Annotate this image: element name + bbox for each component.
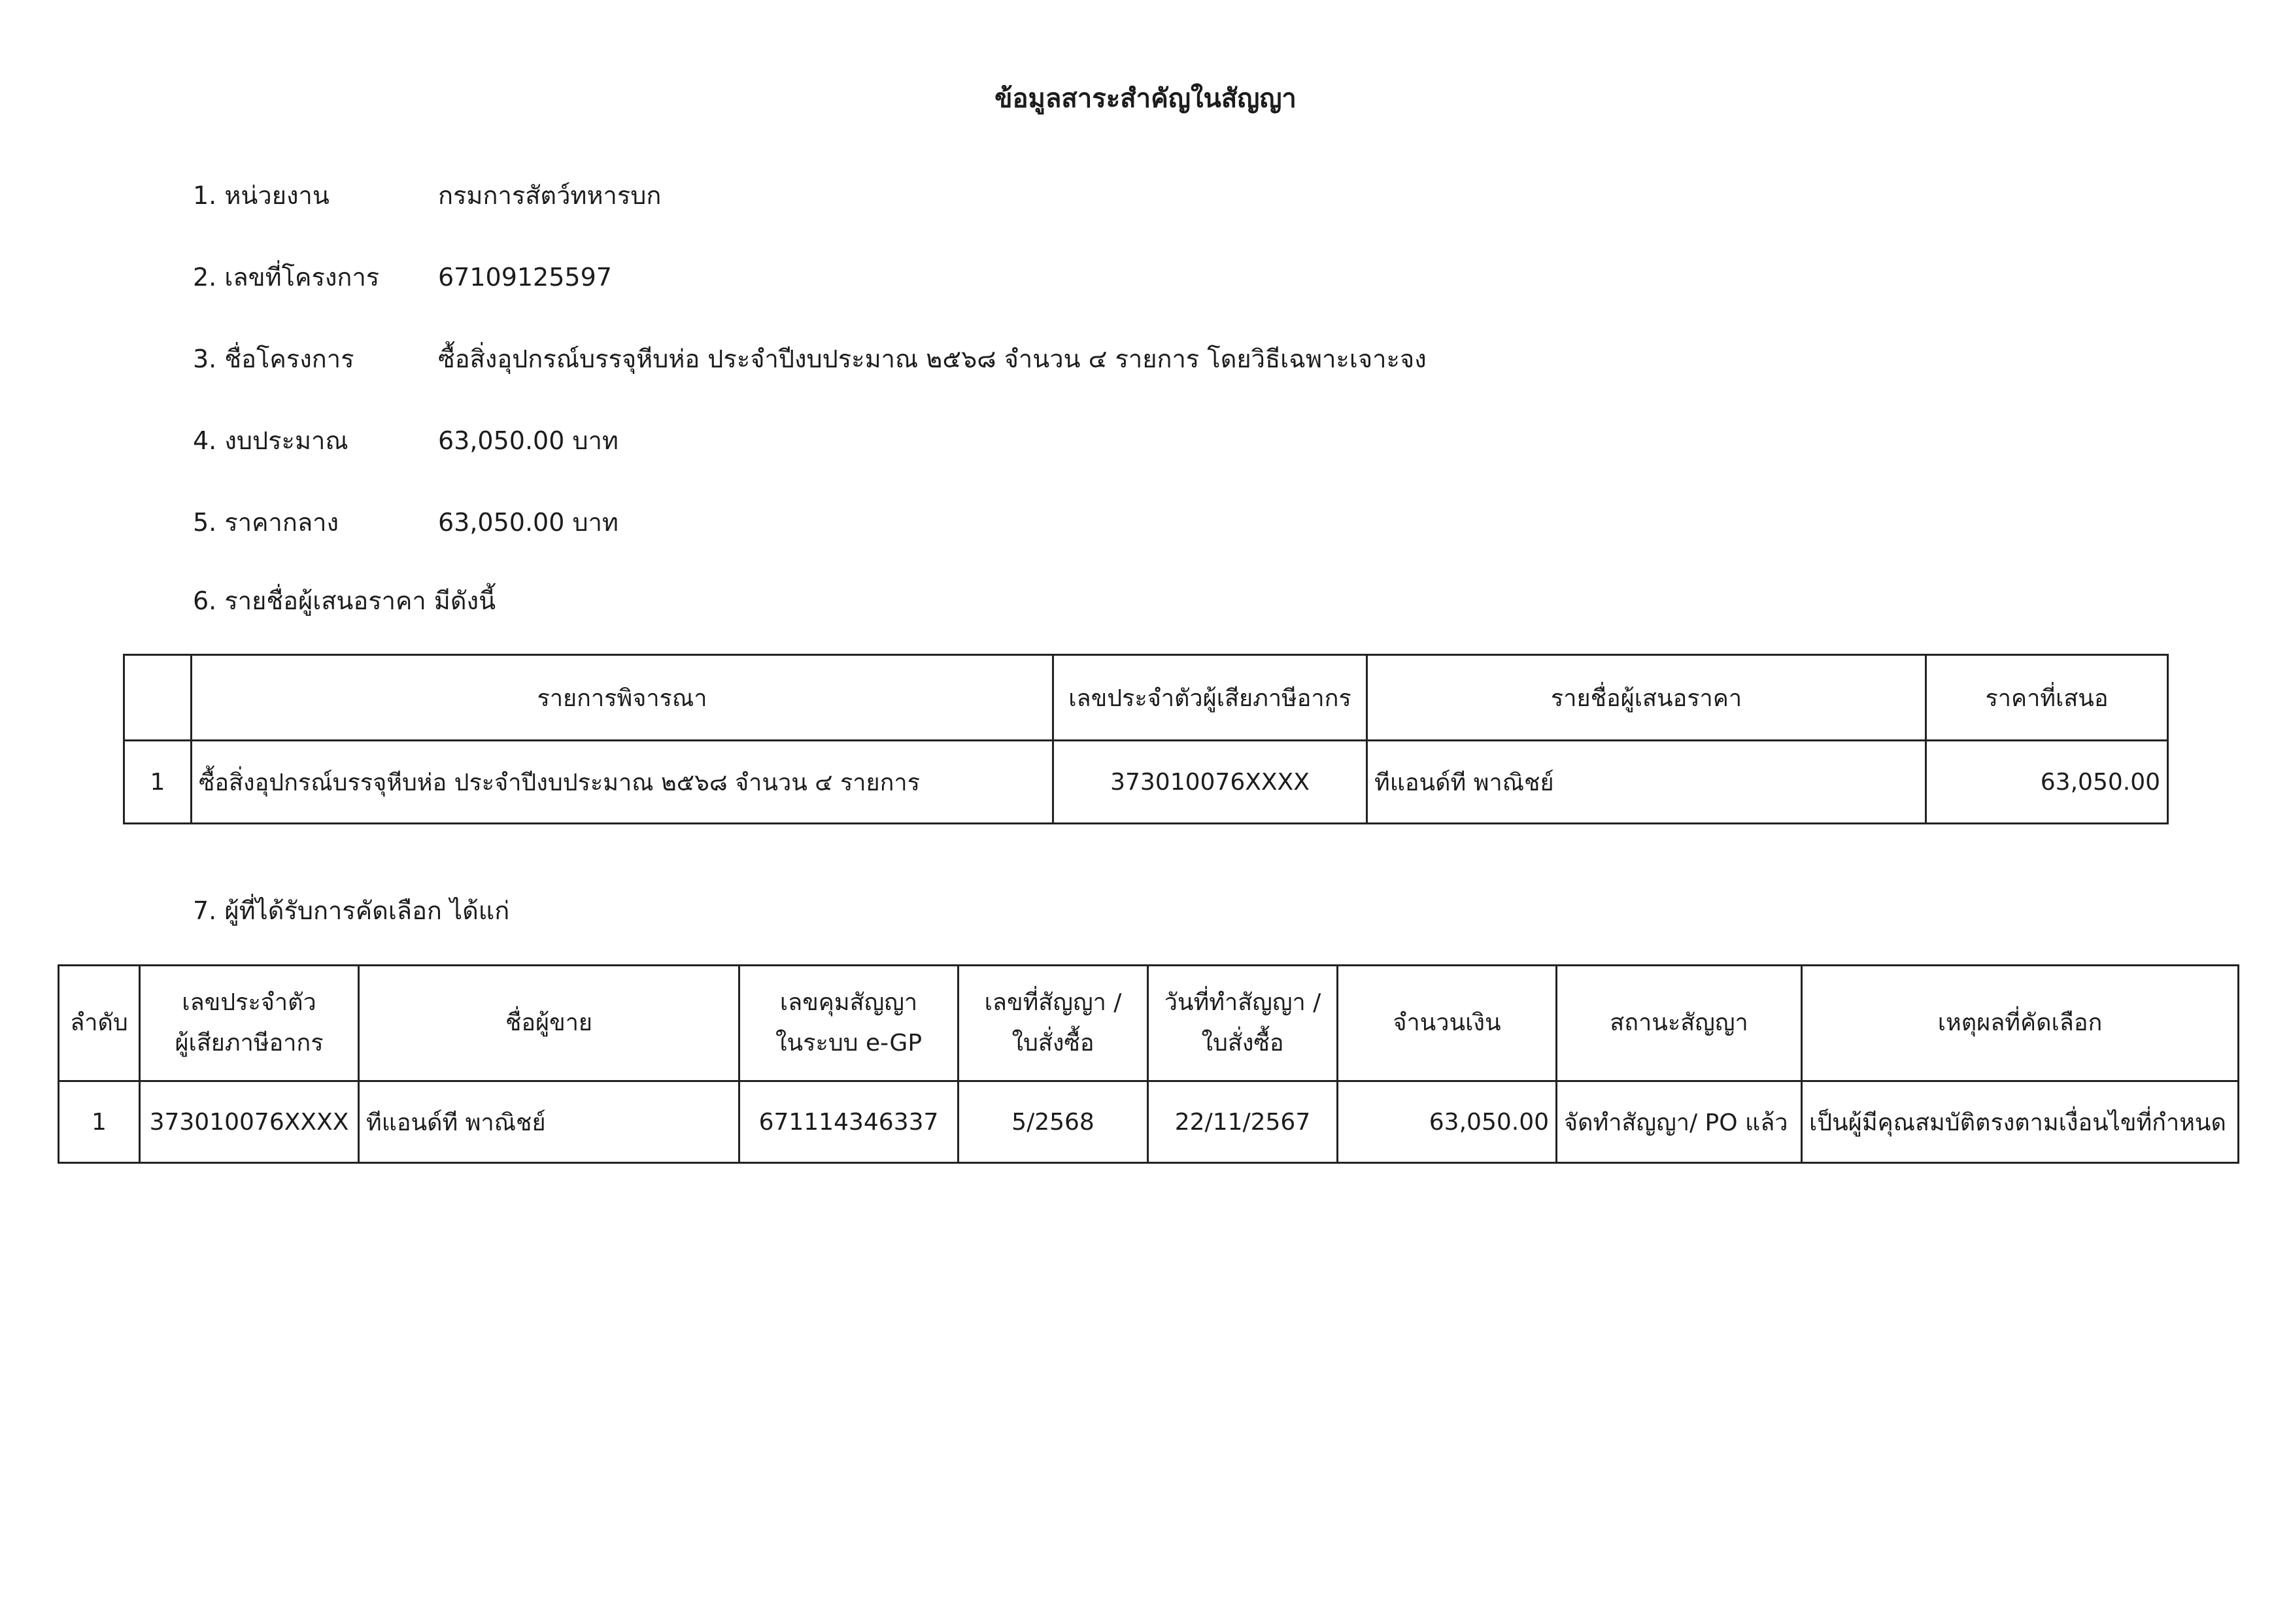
header-control-no	[739, 966, 959, 1081]
bidders-table-header	[124, 655, 2168, 741]
field-budget-value: 63,050.00 บาท	[438, 426, 619, 455]
field-agency-value: กรมการสัตว์ทหารบก	[438, 181, 662, 210]
header-tax-id: เลขประจำตัวผู้เสียภาษีอากร	[1053, 655, 1367, 741]
header-date-line1: วันที่ทำสัญญา /	[1164, 989, 1321, 1016]
field-project-number	[193, 257, 612, 297]
header-contract-no	[959, 966, 1148, 1081]
header-status: สถานะสัญญา	[1557, 966, 1802, 1081]
header-bidder: รายชื่อผู้เสนอราคา	[1367, 655, 1926, 741]
header-amount: จำนวนเงิน	[1338, 966, 1557, 1081]
field-budget	[193, 420, 619, 460]
header-price: ราคาที่เสนอ	[1926, 655, 2168, 741]
field-median-price-value: 63,050.00 บาท	[438, 508, 619, 537]
section6-heading: 6. รายชื่อผู้เสนอราคา มีดังนี้	[193, 586, 496, 615]
field-project-name	[193, 339, 1427, 379]
row-contract-no: 5/2568	[959, 1081, 1148, 1163]
row-status: จัดทำสัญญา/ PO แล้ว	[1557, 1081, 1802, 1163]
bidders-table	[123, 654, 2169, 824]
header-item: รายการพิจารณา	[192, 655, 1053, 741]
header-tax-id-line1: เลขประจำตัว	[182, 989, 316, 1016]
header-contract-date	[1148, 966, 1338, 1081]
header-control-line2: ในระบบ e-GP	[775, 1030, 923, 1057]
header-contract-line2: ใบสั่งซื้อ	[1011, 1030, 1095, 1057]
row-tax-id: 373010076XXXX	[1053, 741, 1367, 824]
row-seller: ทีแอนด์ที พาณิชย์	[359, 1081, 739, 1163]
header-order: ลำดับ	[59, 966, 140, 1081]
field-project-number-value: 67109125597	[438, 263, 612, 292]
table-row	[59, 1081, 2239, 1163]
field-agency	[193, 175, 661, 215]
row-number: 1	[124, 741, 192, 824]
row-amount: 63,050.00	[1338, 1081, 1557, 1163]
row-bidder: ทีแอนด์ที พาณิชย์	[1367, 741, 1926, 824]
field-project-number-label: 2. เลขที่โครงการ	[193, 263, 380, 292]
row-control-no: 671114346337	[739, 1081, 959, 1163]
field-agency-label: 1. หน่วยงาน	[193, 181, 330, 210]
field-project-name-label: 3. ชื่อโครงการ	[193, 345, 354, 373]
selected-table	[58, 964, 2239, 1164]
header-blank	[124, 655, 192, 741]
field-median-price	[193, 502, 619, 542]
field-budget-label: 4. งบประมาณ	[193, 426, 348, 455]
selected-table-header	[59, 966, 2239, 1081]
row-item: ซื้อสิ่งอุปกรณ์บรรจุหีบห่อ ประจำปีงบประมาณ ๒๕๖๘ จำนวน ๔ รายการ	[192, 741, 1053, 824]
row-contract-date: 22/11/2567	[1148, 1081, 1338, 1163]
section7-heading: 7. ผู้ที่ได้รับการคัดเลือก ได้แก่	[193, 896, 510, 925]
header-reason: เหตุผลที่คัดเลือก	[1802, 966, 2239, 1081]
header-tax-id	[140, 966, 359, 1081]
header-seller: ชื่อผู้ขาย	[359, 966, 739, 1081]
row-tax-id: 373010076XXXX	[140, 1081, 359, 1163]
row-order: 1	[59, 1081, 140, 1163]
field-median-price-label: 5. ราคากลาง	[193, 508, 339, 537]
header-control-line1: เลขคุมสัญญา	[779, 989, 918, 1016]
header-date-line2: ใบสั่งซื้อ	[1201, 1030, 1284, 1057]
header-contract-line1: เลขที่สัญญา /	[984, 989, 1122, 1016]
field-project-name-value: ซื้อสิ่งอุปกรณ์บรรจุหีบห่อ ประจำปีงบประมาณ ๒๕๖๘ จำนวน ๔ รายการ โดยวิธีเฉพาะเจาะจง	[438, 345, 1427, 373]
row-price: 63,050.00	[1926, 741, 2168, 824]
table-row	[124, 741, 2168, 824]
row-reason: เป็นผู้มีคุณสมบัติตรงตามเงื่อนไขที่กำหนด	[1802, 1081, 2239, 1163]
header-tax-id-line2: ผู้เสียภาษีอากร	[175, 1030, 324, 1057]
document-title: ข้อมูลสาระสำคัญในสัญญา	[994, 84, 1297, 114]
